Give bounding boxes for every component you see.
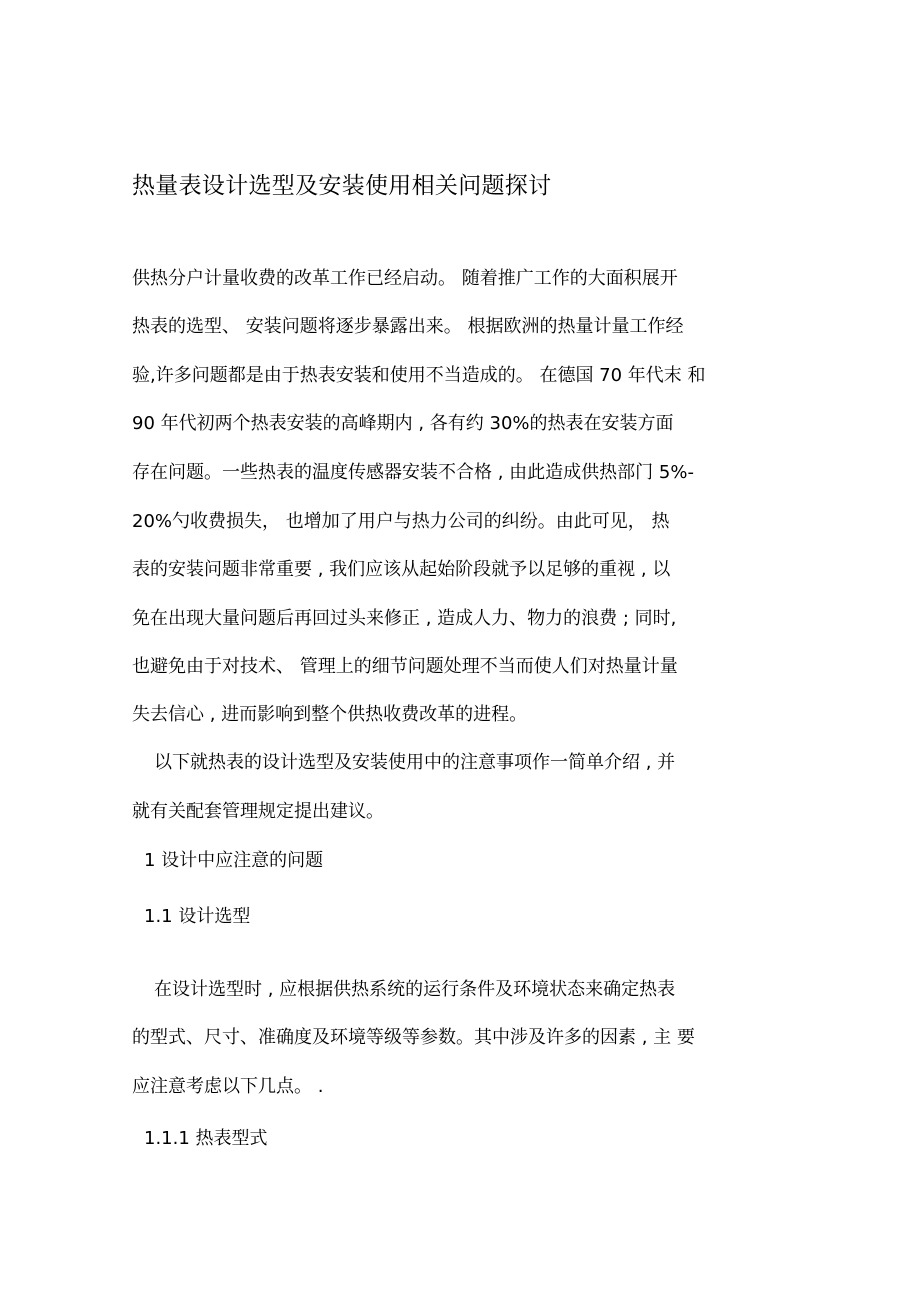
section-heading: 1 设计中应注意的问题: [144, 850, 324, 871]
subsection-heading: 1.1 设计选型: [144, 906, 251, 927]
paragraph-line: 也避免由于对技术、 管理上的细节问题处理不当而使人们对热量计量: [132, 656, 678, 677]
subsubsection-heading: 1.1.1 热表型式: [144, 1128, 268, 1149]
paragraph-line: 供热分户计量收费的改革工作已经启动。 随着推广工作的大面积展开: [132, 268, 678, 289]
paragraph-line: 90 年代初两个热表安装的高峰期内 , 各有约 30%的热表在安装方面: [132, 413, 674, 434]
paragraph-line: 应注意考虑以下几点。 .: [132, 1076, 324, 1097]
paragraph-line: 20%勺收费损失， 也增加了用户与热力公司的纠纷。由此可见， 热: [132, 511, 670, 532]
paragraph-line: 存在问题。一些热表的温度传感器安装不合格 , 由此造成供热部门 5%-: [132, 462, 694, 483]
paragraph-line: 就有关配套管理规定提出建议。: [132, 801, 384, 822]
paragraph-line: 的型式、尺寸、准确度及环境等级等参数。其中涉及许多的因素 , 主 要: [132, 1027, 695, 1048]
document-title: 热量表设计选型及安装使用相关问题探讨: [132, 173, 552, 199]
paragraph-line: 以下就热表的设计选型及安装使用中的注意事项作一简单介绍 , 并: [154, 752, 676, 773]
paragraph-line: 表的安装问题非常重要 , 我们应该从起始阶段就予以足够的重视 , 以: [132, 559, 671, 580]
paragraph-line: 失去信心 , 进而影响到整个供热收费改革的进程。: [132, 704, 528, 725]
paragraph-line: 热表的选型、 安装问题将逐步暴露出来。 根据欧洲的热量计量工作经: [132, 316, 684, 337]
paragraph-line: 验,许多问题都是由于热表安装和使用不当造成的。 在德国 70 年代末 和: [132, 365, 706, 386]
paragraph-line: 在设计选型时 , 应根据供热系统的运行条件及环境状态来确定热表: [154, 979, 676, 1000]
paragraph-line: 免在出现大量问题后再回过头来修正 , 造成人力、物力的浪费 ; 同时,: [132, 608, 677, 629]
